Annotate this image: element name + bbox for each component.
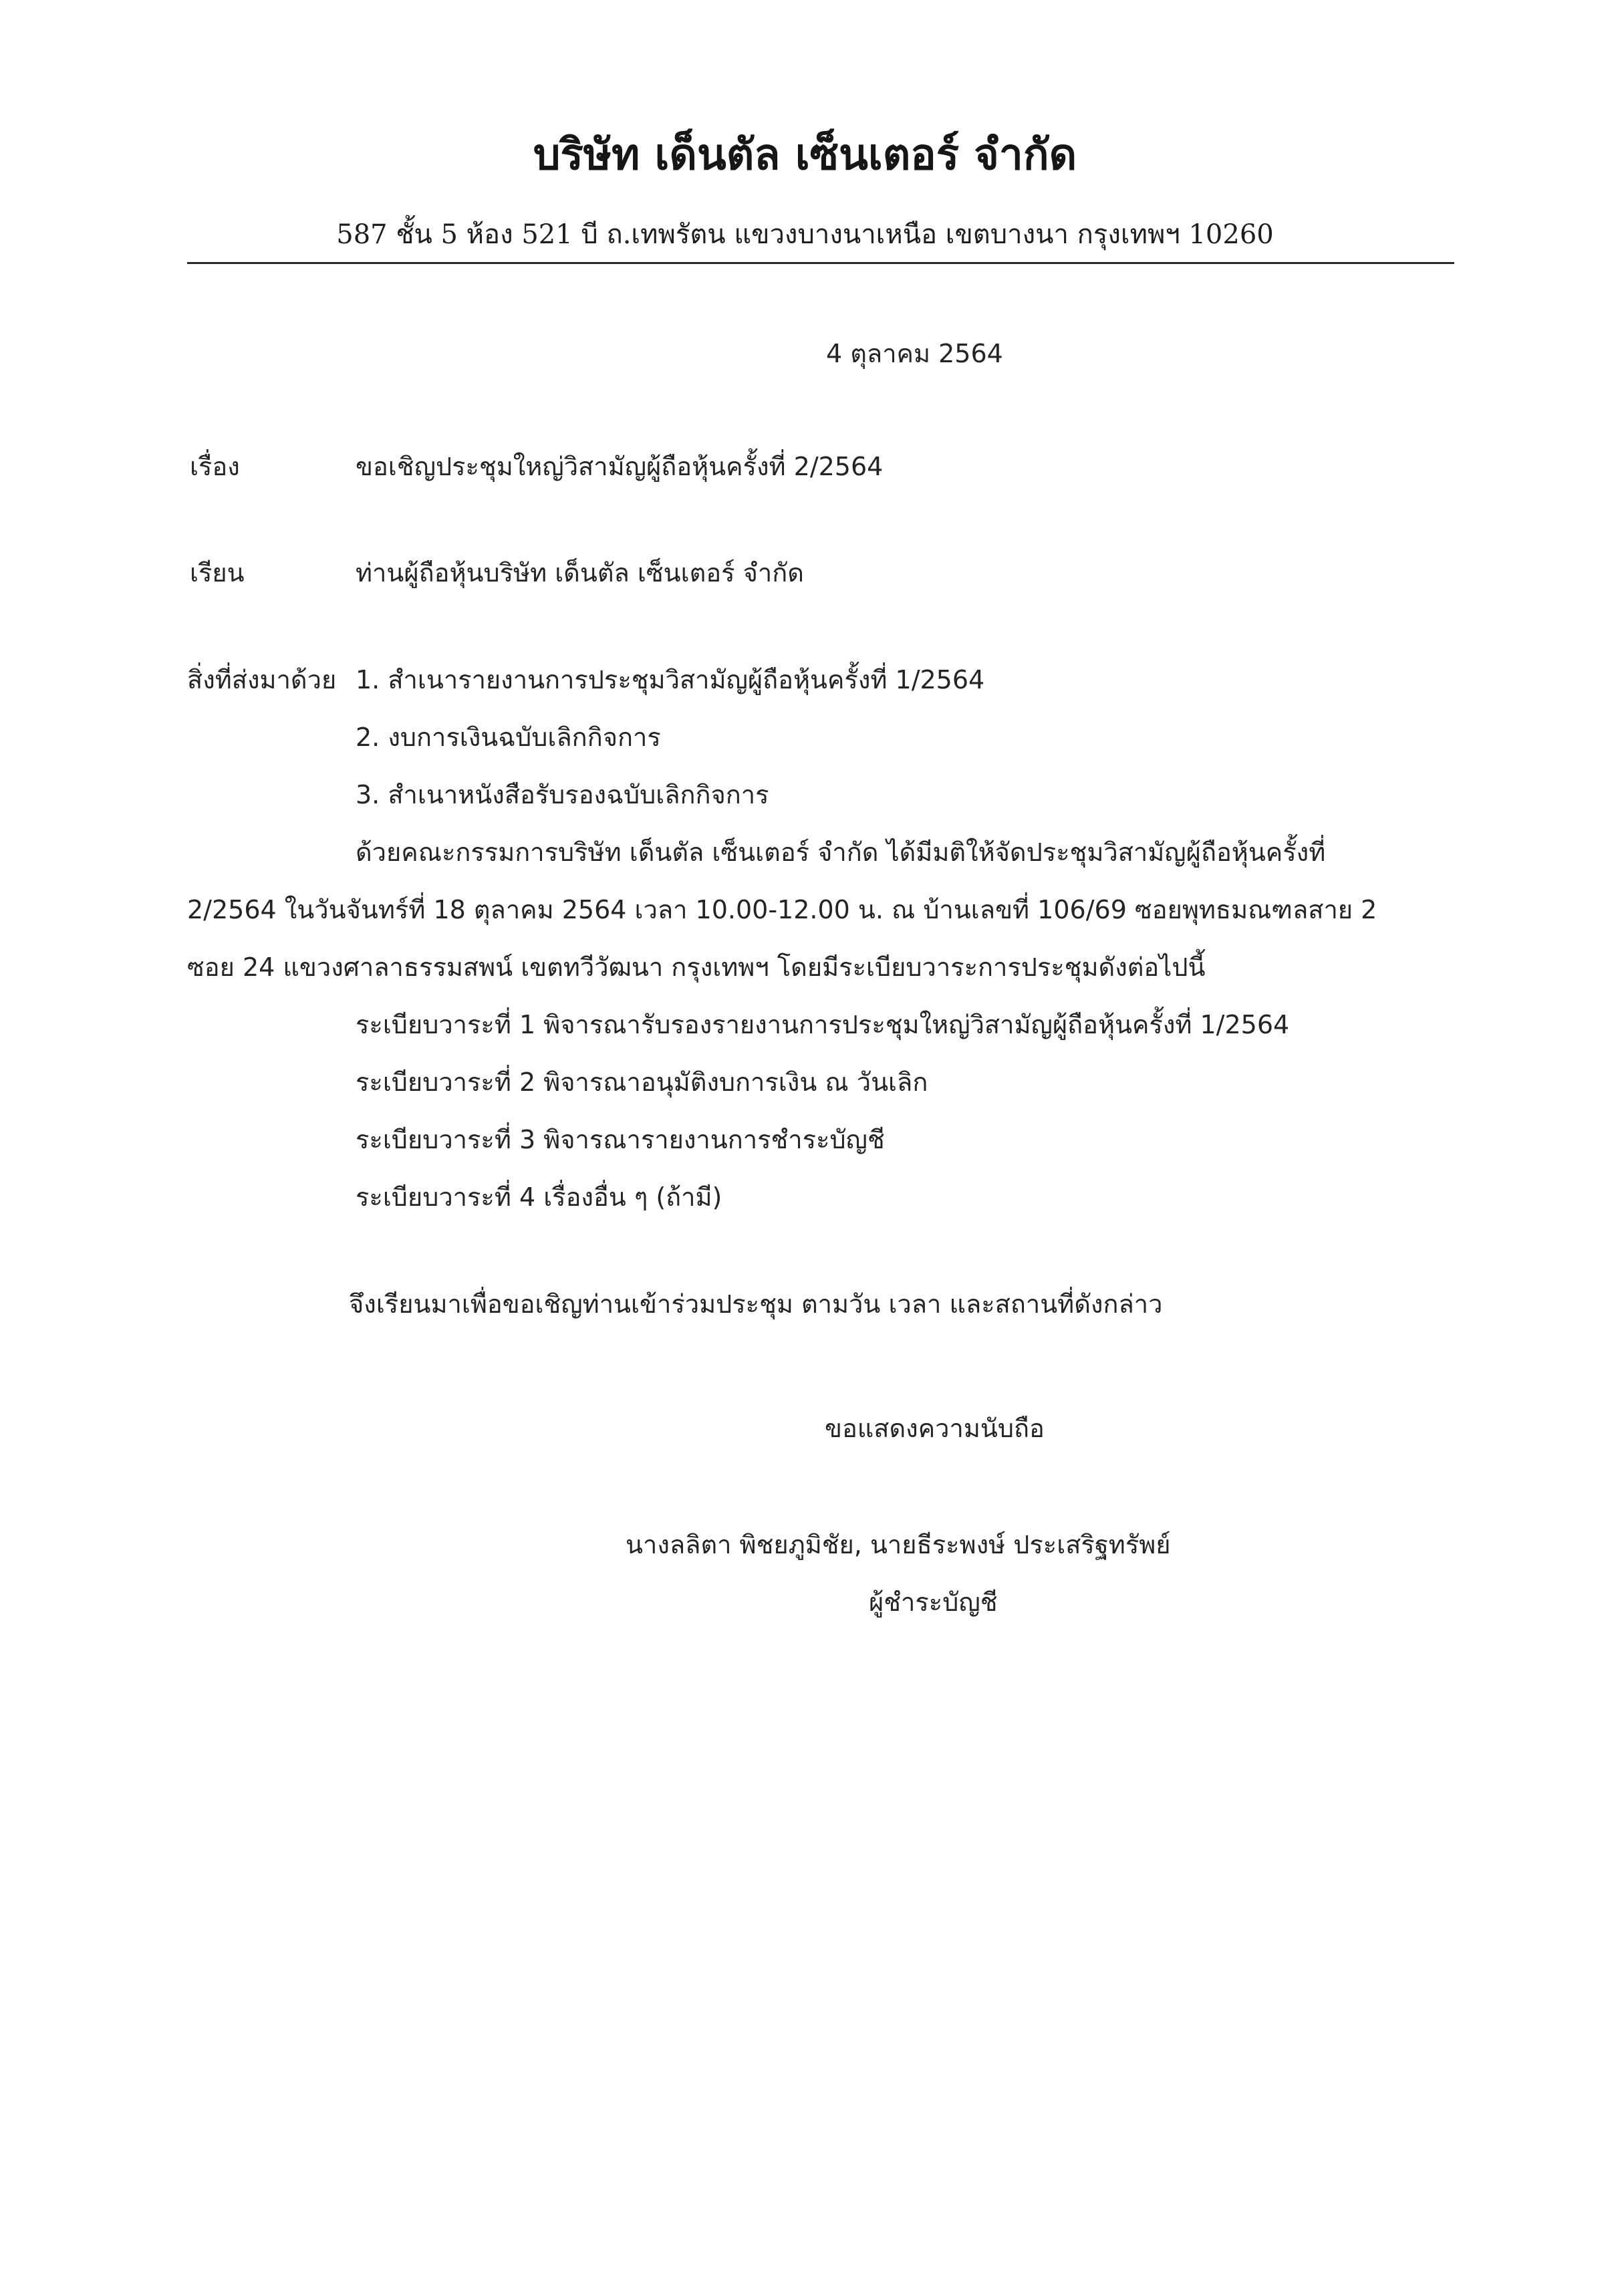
body-paragraph-line: ด้วยคณะกรรมการบริษัท เด็นตัล เซ็นเตอร์ จำกัด ได้มีมติให้จัดประชุมวิสามัญผู้ถือหุ้นครั้งที่ bbox=[356, 838, 1326, 867]
subject-text: ขอเชิญประชุมใหญ่วิสามัญผู้ถือหุ้นครั้งที่ 2/2564 bbox=[356, 452, 884, 481]
body-paragraph-line: 2/2564 ในวันจันทร์ที่ 18 ตุลาคม 2564 เวลา 10.00-12.00 น. ณ บ้านเลขที่ 106/69 ซอยพุทธมณฑลสาย 2 bbox=[187, 895, 1377, 924]
enclosure-item: 1. สำเนารายงานการประชุมวิสามัญผู้ถือหุ้นครั้งที่ 1/2564 bbox=[356, 665, 985, 694]
recipient-text: ท่านผู้ถือหุ้นบริษัท เด็นตัล เซ็นเตอร์ จำกัด bbox=[356, 558, 804, 588]
closing-line: จึงเรียนมาเพื่อขอเชิญท่านเข้าร่วมประชุม ตามวัน เวลา และสถานที่ดังกล่าว bbox=[349, 1289, 1163, 1319]
enclosures-label: สิ่งที่ส่งมาด้วย bbox=[187, 665, 337, 694]
agenda-item: ระเบียบวาระที่ 2 พิจารณาอนุมัติงบการเงิน ณ วันเลิก bbox=[356, 1067, 928, 1097]
recipient-label: เรียน bbox=[190, 558, 245, 588]
enclosure-item: 3. สำเนาหนังสือรับรองฉบับเลิกกิจการ bbox=[356, 780, 769, 809]
enclosure-item: 2. งบการเงินฉบับเลิกกิจการ bbox=[356, 723, 661, 752]
signatory-title: ผู้ชำระบัญชี bbox=[869, 1587, 998, 1617]
company-name: บริษัท เด็นตัล เซ็นเตอร์ จำกัด bbox=[533, 130, 1077, 180]
agenda-item: ระเบียบวาระที่ 4 เรื่องอื่น ๆ (ถ้ามี) bbox=[356, 1182, 722, 1212]
header-divider bbox=[187, 262, 1454, 264]
agenda-item: ระเบียบวาระที่ 3 พิจารณารายงานการชำระบัญชี bbox=[356, 1125, 885, 1154]
signatory-names: นางลลิตา พิชยภูมิชัย, นายธีระพงษ์ ประเสริฐทรัพย์ bbox=[626, 1530, 1171, 1559]
company-address: 587 ชั้น 5 ห้อง 521 บี ถ.เทพรัตน แขวงบางนาเหนือ เขตบางนา กรุงเทพฯ 10260 bbox=[336, 219, 1274, 250]
subject-label: เรื่อง bbox=[190, 452, 240, 481]
body-paragraph-line: ซอย 24 แขวงศาลาธรรมสพน์ เขตทวีวัฒนา กรุงเทพฯ โดยมีระเบียบวาระการประชุมดังต่อไปนี้ bbox=[187, 952, 1206, 982]
complimentary-close: ขอแสดงความนับถือ bbox=[825, 1414, 1045, 1443]
agenda-item: ระเบียบวาระที่ 1 พิจารณารับรองรายงานการประชุมใหญ่วิสามัญผู้ถือหุ้นครั้งที่ 1/2564 bbox=[356, 1010, 1290, 1039]
letter-date: 4 ตุลาคม 2564 bbox=[826, 339, 1003, 368]
